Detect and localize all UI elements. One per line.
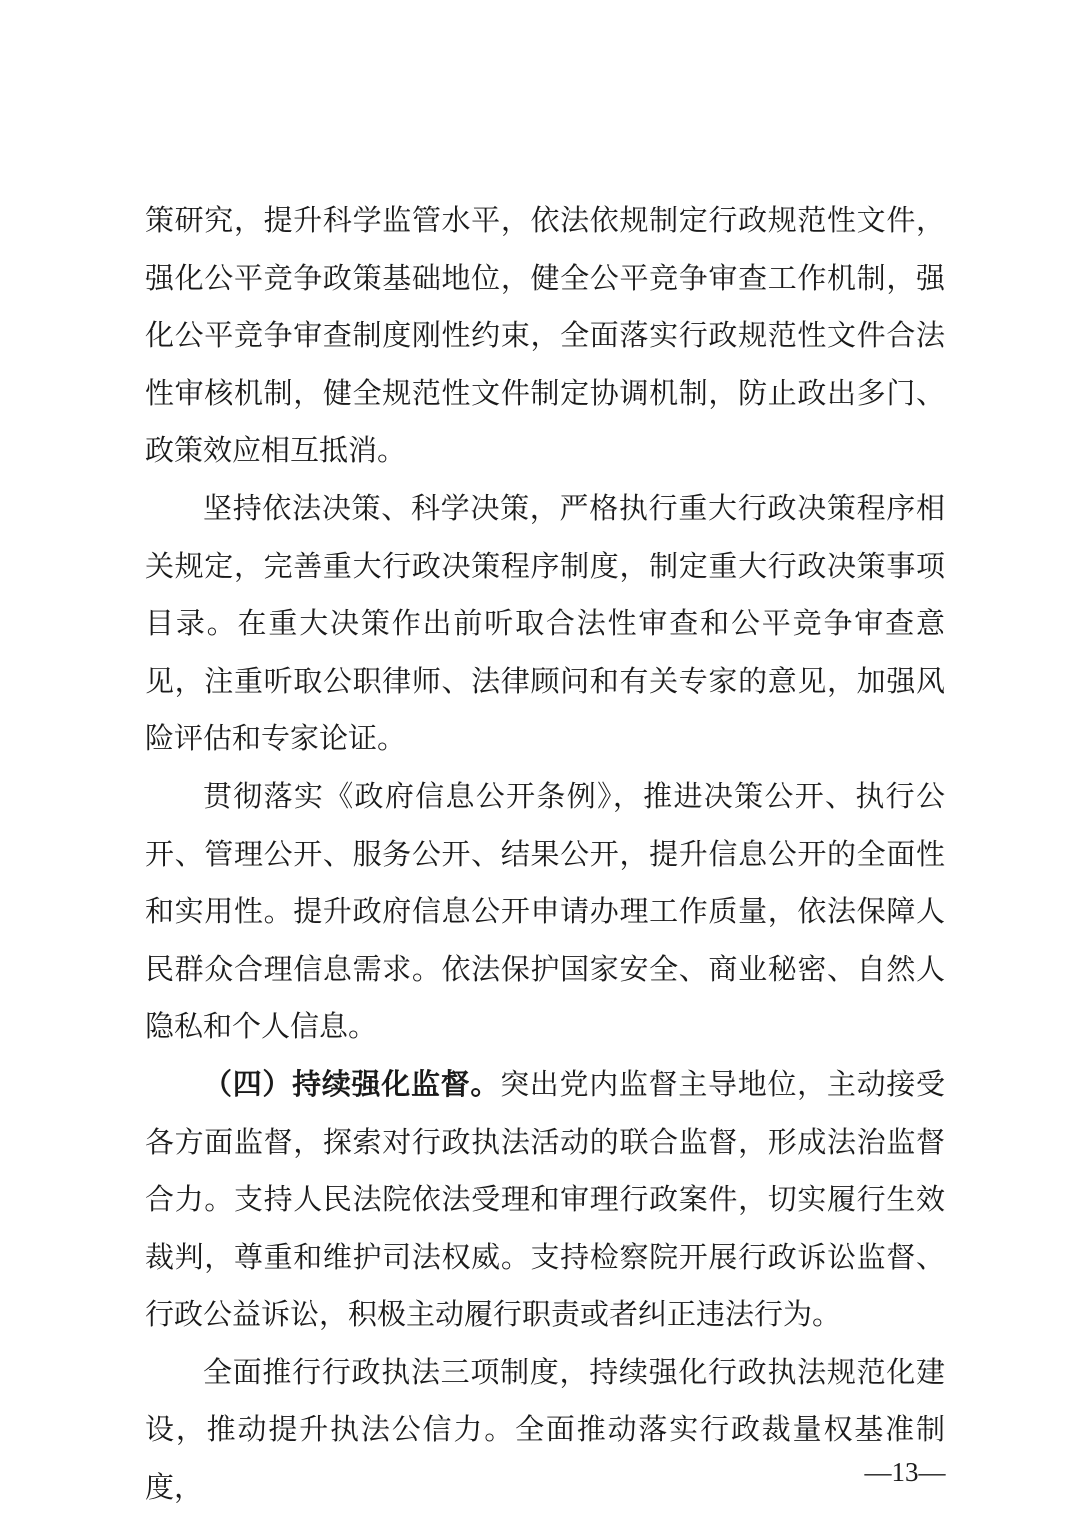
paragraph-text: 贯彻落实《政府信息公开条例》，推进决策公开、执行公开、管理公开、服务公开、结果公开，提升信息公开的全面性和实用性。提升政府信息公开申请办理工作质量，依法保障人民群众合理信息需求。依法保护国家安全、商业秘密、自然人隐私和个人信息。 (145, 778, 945, 1044)
paragraph-4 (145, 1056, 945, 1344)
paragraph-text: 坚持依法决策、科学决策，严格执行重大行政决策程序相关规定，完善重大行政决策程序制度，制定重大行政决策事项目录。在重大决策作出前听取合法性审查和公平竞争审查意见，注重听取公职律师、法律顾问和有关专家的意见，加强风险评估和专家论证。 (145, 490, 945, 756)
section-heading: （四）持续强化监督。 (203, 1066, 501, 1101)
body-text (145, 192, 945, 1517)
paragraph-text: 突出党内监督主导地位，主动接受各方面监督，探索对行政执法活动的联合监督，形成法治监督合力。支持人民法院依法受理和审理行政案件，切实履行生效裁判，尊重和维护司法权威。支持检察院开展行政诉讼监督、行政公益诉讼，积极主动履行职责或者纠正违法行为。 (145, 1066, 945, 1332)
paragraph-3 (145, 768, 945, 1056)
paragraph-text: 全面推行行政执法三项制度，持续强化行政执法规范化建设，推动提升执法公信力。全面推动落实行政裁量权基准制度， (145, 1354, 945, 1505)
paragraph-5 (145, 1344, 945, 1517)
paragraph-text: 策研究，提升科学监管水平，依法依规制定行政规范性文件，强化公平竞争政策基础地位，健全公平竞争审查工作机制，强化公平竞争审查制度刚性约束，全面落实行政规范性文件合法性审核机制，健全规范性文件制定协调机制，防止政出多门、政策效应相互抵消。 (145, 203, 945, 468)
page-number: —13— (864, 1457, 946, 1487)
paragraph-1 (145, 192, 945, 480)
paragraph-2 (145, 480, 945, 768)
